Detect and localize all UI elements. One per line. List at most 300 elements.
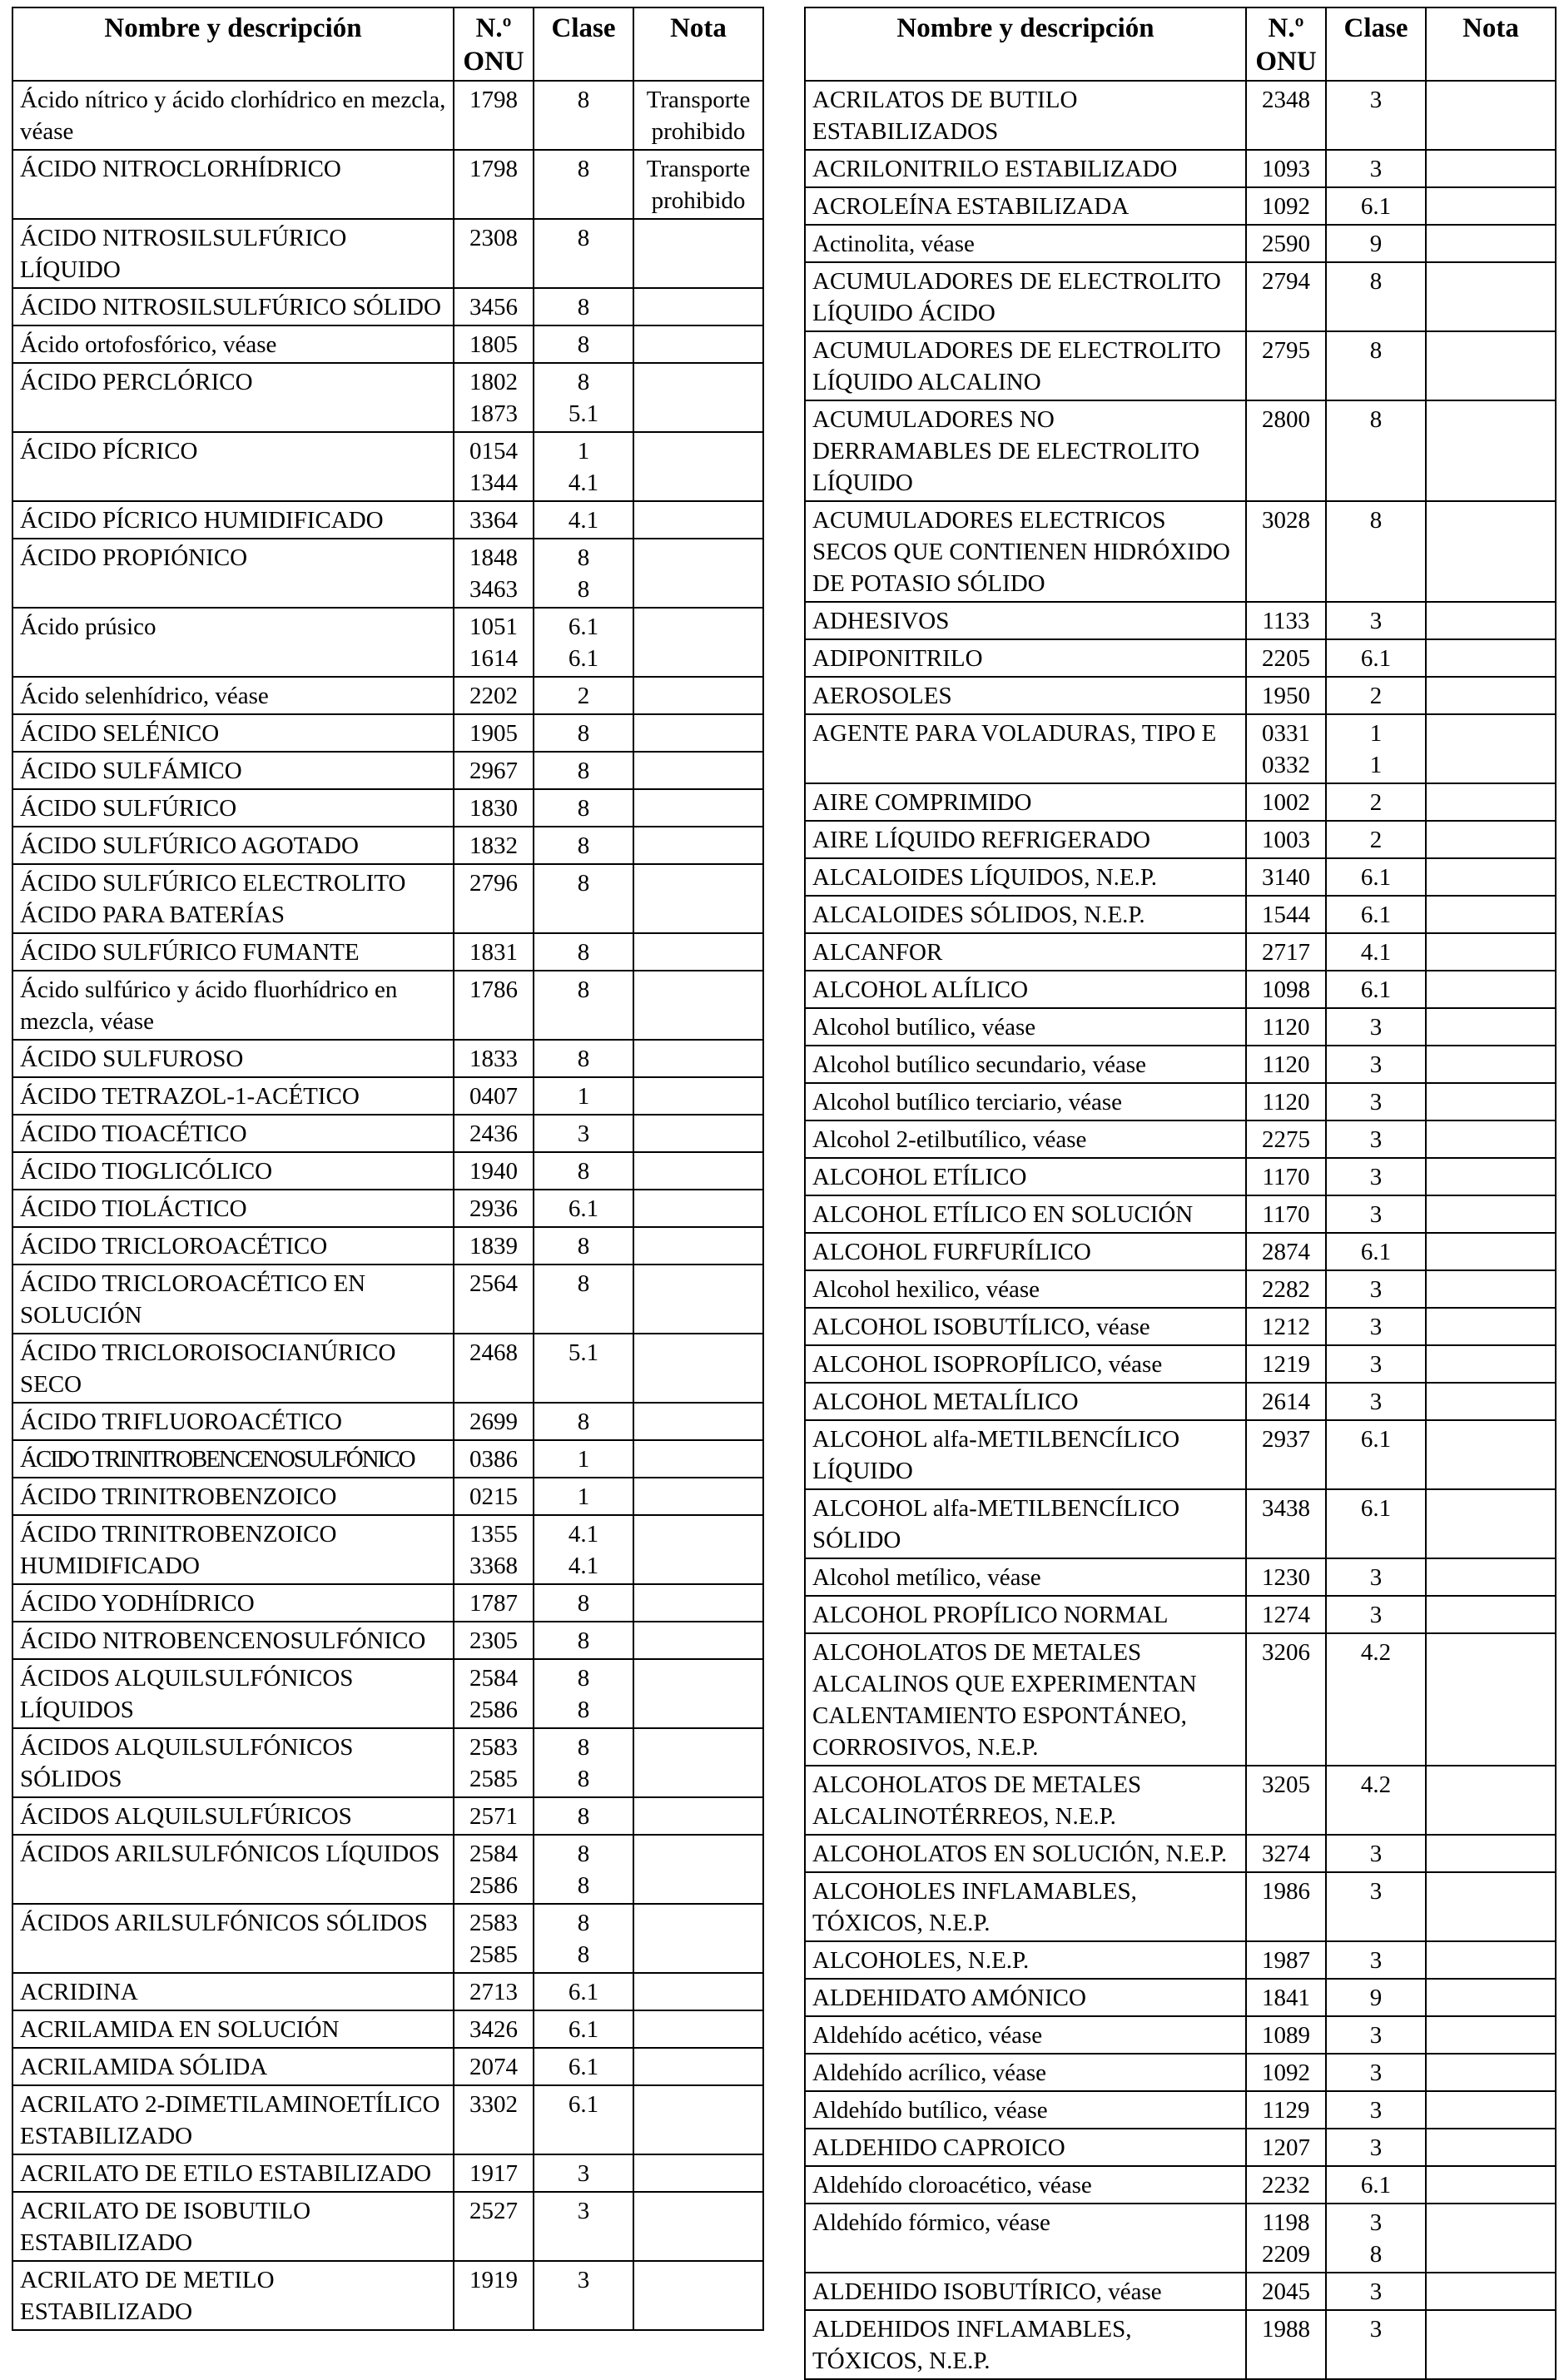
substance-name: ALCOHOL alfa-METILBENCÍLICO SÓLIDO [805,1489,1246,1558]
hazard-class: 8 [534,1584,633,1622]
table-row [805,1233,1556,1270]
onu-number: 2468 [454,1334,534,1403]
left-table-body [12,81,763,2330]
onu-number: 2937 [1246,1420,1326,1489]
table-row [12,789,763,827]
hazard-class: 6.1 [1326,639,1426,677]
hazard-class: 6.1 [534,1190,633,1227]
note [633,1440,763,1478]
table-row [12,971,763,1040]
substance-name: ALCANFOR [805,933,1246,971]
onu-number: 1841 [1246,1979,1326,2016]
hazard-class: 8 [534,288,633,325]
note [633,2154,763,2192]
table-row [12,501,763,539]
hazard-class: 1 [534,1478,633,1515]
hazard-class: 3 [1326,1046,1426,1083]
hazard-class: 4.1 [1326,933,1426,971]
substance-name: ÁCIDO TIOACÉTICO [12,1115,454,1152]
note [633,677,763,714]
hazard-class: 8 [1326,501,1426,602]
note [633,1973,763,2010]
substance-name: AGENTE PARA VOLADURAS, TIPO E [805,714,1246,783]
note [633,1227,763,1265]
onu-number: 2583 2585 [454,1728,534,1797]
substance-name: ALCOHOL ISOPROPÍLICO, véase [805,1345,1246,1383]
table-row [805,1979,1556,2016]
hazard-class: 3 [1326,1083,1426,1120]
onu-number: 2074 [454,2048,534,2085]
note [1426,1120,1556,1158]
table-row [12,933,763,971]
hazard-class: 3 [1326,1941,1426,1979]
substance-name: Aldehído butílico, véase [805,2091,1246,2129]
hazard-class: 8 [534,1403,633,1440]
onu-number: 3205 [1246,1766,1326,1835]
hazard-class: 8 [534,827,633,864]
note [633,1152,763,1190]
hazard-class: 8 [534,1265,633,1334]
onu-number: 1786 [454,971,534,1040]
substance-name: Aldehído cloroacético, véase [805,2166,1246,2204]
table-row [12,1478,763,1515]
substance-name: ALCOHOL ISOBUTÍLICO, véase [805,1308,1246,1345]
substance-name: Alcohol butílico terciario, véase [805,1083,1246,1120]
substance-name: ACUMULADORES ELECTRICOS SECOS QUE CONTIENEN HIDRÓXIDO DE POTASIO SÓLIDO [805,501,1246,602]
substance-name: Alcohol hexilico, véase [805,1270,1246,1308]
table-row [12,1728,763,1797]
note [633,1659,763,1728]
note: Transporte prohibido [633,81,763,150]
table-row [12,2048,763,2085]
substance-name: ALCALOIDES SÓLIDOS, N.E.P. [805,896,1246,933]
onu-number: 1830 [454,789,534,827]
substance-name: ÁCIDO TRINITROBENZOICO HUMIDIFICADO [12,1515,454,1584]
table-row [12,1190,763,1227]
substance-name: ALCOHOL alfa-METILBENCÍLICO LÍQUIDO [805,1420,1246,1489]
hazard-class: 3 [1326,2310,1426,2379]
note [633,2048,763,2085]
onu-number: 0215 [454,1478,534,1515]
table-row [12,432,763,501]
note [633,971,763,1040]
onu-number: 2800 [1246,400,1326,501]
onu-number: 3302 [454,2085,534,2154]
hazard-class: 3 [1326,1158,1426,1195]
onu-number: 1833 [454,1040,534,1077]
note [633,1403,763,1440]
onu-number: 1207 [1246,2129,1326,2166]
substance-name: ALCOHOL METALÍLICO [805,1383,1246,1420]
substance-name: ALCOHOLATOS EN SOLUCIÓN, N.E.P. [805,1835,1246,1872]
table-row [12,1973,763,2010]
table-row [12,1115,763,1152]
substance-name: ÁCIDO NITROBENCENOSULFÓNICO [12,1622,454,1659]
note [1426,2054,1556,2091]
onu-number: 1987 [1246,1941,1326,1979]
table-row [12,677,763,714]
table-row [805,1420,1556,1489]
onu-number: 1919 [454,2261,534,2330]
table-row [12,1904,763,1973]
table-row [805,1872,1556,1941]
hazard-class: 8 [534,1040,633,1077]
substance-name: ALCOHOLES INFLAMABLES, TÓXICOS, N.E.P. [805,1872,1246,1941]
onu-number: 1133 [1246,602,1326,639]
table-row [805,262,1556,331]
note [1426,2091,1556,2129]
note [1426,971,1556,1008]
substance-name: ÁCIDO NITROSILSULFÚRICO SÓLIDO [12,288,454,325]
onu-number: 3028 [1246,501,1326,602]
substance-name: ÁCIDO SULFÚRICO AGOTADO [12,827,454,864]
hazard-class: 8 [534,1797,633,1835]
substance-name: ÁCIDO PÍCRICO [12,432,454,501]
table-row [12,1152,763,1190]
onu-number: 2713 [454,1973,534,2010]
note [633,539,763,608]
substance-name: ÁCIDOS ARILSULFÓNICOS SÓLIDOS [12,1904,454,1973]
table-row [12,2010,763,2048]
substance-name: Ácido sulfúrico y ácido fluorhídrico en mezcla, véase [12,971,454,1040]
onu-number: 3456 [454,288,534,325]
onu-number: 1802 1873 [454,363,534,432]
substance-name: Alcohol 2-etilbutílico, véase [805,1120,1246,1158]
note [1426,225,1556,262]
hazard-class: 3 [1326,2054,1426,2091]
substance-name: ÁCIDO SULFÚRICO ELECTROLITO ÁCIDO PARA BATERÍAS [12,864,454,933]
table-row [12,288,763,325]
onu-number: 2275 [1246,1120,1326,1158]
header-onu: N.º ONU [1246,7,1326,81]
table-row [805,1158,1556,1195]
left-header-row [12,7,763,81]
onu-number: 1798 [454,150,534,219]
table-row [805,225,1556,262]
note [633,1728,763,1797]
hazard-class: 3 [1326,1345,1426,1383]
onu-number: 1170 [1246,1195,1326,1233]
hazard-class: 6.1 [534,2085,633,2154]
table-row [12,363,763,432]
substance-name: ACRILATO DE METILO ESTABILIZADO [12,2261,454,2330]
onu-number: 1274 [1246,1596,1326,1633]
substance-name: ÁCIDO PÍCRICO HUMIDIFICADO [12,501,454,539]
table-row [805,858,1556,896]
substance-name: ADHESIVOS [805,602,1246,639]
note [1426,331,1556,400]
substance-name: ÁCIDO TIOGLICÓLICO [12,1152,454,1190]
note [633,827,763,864]
note [1426,1383,1556,1420]
hazard-class: 3 [1326,81,1426,150]
table-row [805,896,1556,933]
note [633,1797,763,1835]
substance-name: ALCALOIDES LÍQUIDOS, N.E.P. [805,858,1246,896]
table-row [12,1584,763,1622]
table-row [12,1265,763,1334]
table-row [805,1489,1556,1558]
substance-name: Ácido prúsico [12,608,454,677]
note [1426,81,1556,150]
onu-number: 3426 [454,2010,534,2048]
substance-name: Aldehído acético, véase [805,2016,1246,2054]
note: Transporte prohibido [633,150,763,219]
onu-number: 1917 [454,2154,534,2192]
table-row [12,608,763,677]
note [1426,639,1556,677]
onu-number: 1092 [1246,2054,1326,2091]
table-row [805,639,1556,677]
onu-number: 1212 [1246,1308,1326,1345]
table-row [12,325,763,363]
note [633,864,763,933]
table-row [805,602,1556,639]
note [633,933,763,971]
note [1426,1558,1556,1596]
table-row [12,1077,763,1115]
hazard-class: 8 [1326,262,1426,331]
note [1426,262,1556,331]
note [1426,1008,1556,1046]
onu-number: 2936 [454,1190,534,1227]
table-row [805,1345,1556,1383]
table-row [12,1515,763,1584]
note [633,1835,763,1904]
substance-name: ACRILAMIDA EN SOLUCIÓN [12,2010,454,2048]
substance-name: ÁCIDO NITROSILSULFÚRICO LÍQUIDO [12,219,454,288]
substance-name: ACRILATO 2-DIMETILAMINOETÍLICO ESTABILIZADO [12,2085,454,2154]
substance-name: ÁCIDO PROPIÓNICO [12,539,454,608]
hazard-class: 1 1 [1326,714,1426,783]
hazard-class: 6.1 [1326,187,1426,225]
onu-number: 3274 [1246,1835,1326,1872]
note [1426,1941,1556,1979]
table-row [805,81,1556,150]
substance-name: ACRILONITRILO ESTABILIZADO [805,150,1246,187]
onu-number: 0386 [454,1440,534,1478]
onu-number: 2205 [1246,639,1326,677]
note [1426,1872,1556,1941]
onu-number: 2967 [454,752,534,789]
substance-name: ÁCIDO TRIFLUOROACÉTICO [12,1403,454,1440]
substance-name: ÁCIDO SULFÁMICO [12,752,454,789]
hazard-class: 3 [1326,150,1426,187]
note [1426,821,1556,858]
note [633,1115,763,1152]
table-row [805,1596,1556,1633]
onu-number: 2614 [1246,1383,1326,1420]
hazard-class: 8 [534,971,633,1040]
note [1426,1420,1556,1489]
substance-name: ÁCIDOS ALQUILSULFÓNICOS LÍQUIDOS [12,1659,454,1728]
substance-name: ACUMULADORES DE ELECTROLITO LÍQUIDO ALCALINO [805,331,1246,400]
onu-number: 1198 2209 [1246,2204,1326,2273]
table-row [805,1195,1556,1233]
note [633,501,763,539]
onu-number: 2795 [1246,331,1326,400]
onu-number: 2571 [454,1797,534,1835]
substance-name: ACRILAMIDA SÓLIDA [12,2048,454,2085]
substance-name: ALCOHOL ETÍLICO EN SOLUCIÓN [805,1195,1246,1233]
onu-number: 1988 [1246,2310,1326,2379]
onu-number: 1355 3368 [454,1515,534,1584]
hazard-class: 2 [534,677,633,714]
onu-number: 2527 [454,2192,534,2261]
substance-name: ÁCIDO SULFUROSO [12,1040,454,1077]
hazard-class: 3 [1326,2016,1426,2054]
substance-name: Ácido ortofosfórico, véase [12,325,454,363]
hazard-class: 8 [534,933,633,971]
note [1426,1596,1556,1633]
hazard-class: 9 [1326,1979,1426,2016]
onu-number: 2202 [454,677,534,714]
hazard-class: 6.1 [1326,1233,1426,1270]
substance-name: ÁCIDO SULFÚRICO [12,789,454,827]
header-onu: N.º ONU [454,7,534,81]
hazard-class: 2 [1326,821,1426,858]
note [633,1515,763,1584]
note [633,608,763,677]
note [633,1077,763,1115]
hazard-class: 3 [1326,2091,1426,2129]
onu-number: 2348 [1246,81,1326,150]
hazard-class: 6.1 [534,2048,633,2085]
hazard-class: 8 [534,1152,633,1190]
note [1426,1270,1556,1308]
table-row [805,821,1556,858]
table-row [805,1270,1556,1308]
onu-number: 1544 [1246,896,1326,933]
substance-name: ÁCIDO TRICLOROACÉTICO [12,1227,454,1265]
note [633,432,763,501]
substance-name: ÁCIDO SELÉNICO [12,714,454,752]
onu-number: 3364 [454,501,534,539]
note [633,789,763,827]
hazard-class: 4.1 [534,501,633,539]
table-row [12,2261,763,2330]
note [633,752,763,789]
table-row [805,1083,1556,1120]
onu-number: 1003 [1246,821,1326,858]
header-clase: Clase [1326,7,1426,81]
substance-name: ALCOHOL ALÍLICO [805,971,1246,1008]
table-row [805,2016,1556,2054]
table-row [805,150,1556,187]
onu-number: 2583 2585 [454,1904,534,1973]
onu-number: 2282 [1246,1270,1326,1308]
note [1426,1046,1556,1083]
note [1426,714,1556,783]
substance-name: ÁCIDOS ARILSULFÓNICOS LÍQUIDOS [12,1835,454,1904]
onu-number: 1848 3463 [454,539,534,608]
onu-number: 0154 1344 [454,432,534,501]
hazard-class: 8 8 [534,539,633,608]
note [633,1190,763,1227]
note [1426,896,1556,933]
header-name: Nombre y descripción [12,7,454,81]
onu-number: 2232 [1246,2166,1326,2204]
hazard-class: 4.2 [1326,1633,1426,1766]
hazard-class: 6.1 [1326,971,1426,1008]
note [1426,1766,1556,1835]
onu-number: 2564 [454,1265,534,1334]
onu-number: 3438 [1246,1489,1326,1558]
table-row [805,331,1556,400]
table-row [805,1308,1556,1345]
table-row [12,1622,763,1659]
table-row [805,2310,1556,2379]
substance-name: ÁCIDO TRINITROBENCENOSULFÓNICO [12,1440,454,1478]
hazard-class: 3 [1326,1558,1426,1596]
hazard-class: 8 [534,1227,633,1265]
hazard-class: 8 8 [534,1904,633,1973]
note [1426,1345,1556,1383]
hazard-class: 6.1 6.1 [534,608,633,677]
onu-number: 1002 [1246,783,1326,821]
left-table [12,7,764,2331]
substance-name: AEROSOLES [805,677,1246,714]
table-row [805,501,1556,602]
table-row [12,539,763,608]
substance-name: ACUMULADORES DE ELECTROLITO LÍQUIDO ÁCIDO [805,262,1246,331]
table-row [12,714,763,752]
table-row [12,1835,763,1904]
substance-name: ALDEHIDO ISOBUTÍRICO, véase [805,2273,1246,2310]
onu-number: 2584 2586 [454,1835,534,1904]
hazard-class: 8 [534,219,633,288]
note [1426,400,1556,501]
header-name: Nombre y descripción [805,7,1246,81]
note [1426,1489,1556,1558]
hazard-class: 8 [1326,331,1426,400]
note [633,2010,763,2048]
table-row [805,1008,1556,1046]
onu-number: 1170 [1246,1158,1326,1195]
substance-name: ÁCIDO NITROCLORHÍDRICO [12,150,454,219]
table-row [12,1440,763,1478]
table-row [12,150,763,219]
onu-number: 1219 [1246,1345,1326,1383]
onu-number: 1093 [1246,150,1326,187]
hazard-class: 3 [1326,2273,1426,2310]
substance-name: ÁCIDO YODHÍDRICO [12,1584,454,1622]
note [1426,1979,1556,2016]
note [1426,858,1556,896]
hazard-class: 5.1 [534,1334,633,1403]
right-header-row [805,7,1556,81]
hazard-class: 8 [534,1622,633,1659]
onu-number: 1230 [1246,1558,1326,1596]
hazard-class: 8 [534,714,633,752]
onu-number: 3206 [1246,1633,1326,1766]
onu-number: 2590 [1246,225,1326,262]
hazard-class: 4.2 [1326,1766,1426,1835]
substance-name: ÁCIDO SULFÚRICO FUMANTE [12,933,454,971]
hazard-class: 3 [1326,1383,1426,1420]
hazard-class: 8 8 [534,1659,633,1728]
hazard-class: 3 [1326,1872,1426,1941]
note [1426,1835,1556,1872]
onu-number: 1805 [454,325,534,363]
substance-name: Actinolita, véase [805,225,1246,262]
note [633,219,763,288]
table-row [805,400,1556,501]
table-row [805,933,1556,971]
table-row [12,2192,763,2261]
table-row [805,2129,1556,2166]
substance-name: ÁCIDO TRINITROBENZOICO [12,1478,454,1515]
